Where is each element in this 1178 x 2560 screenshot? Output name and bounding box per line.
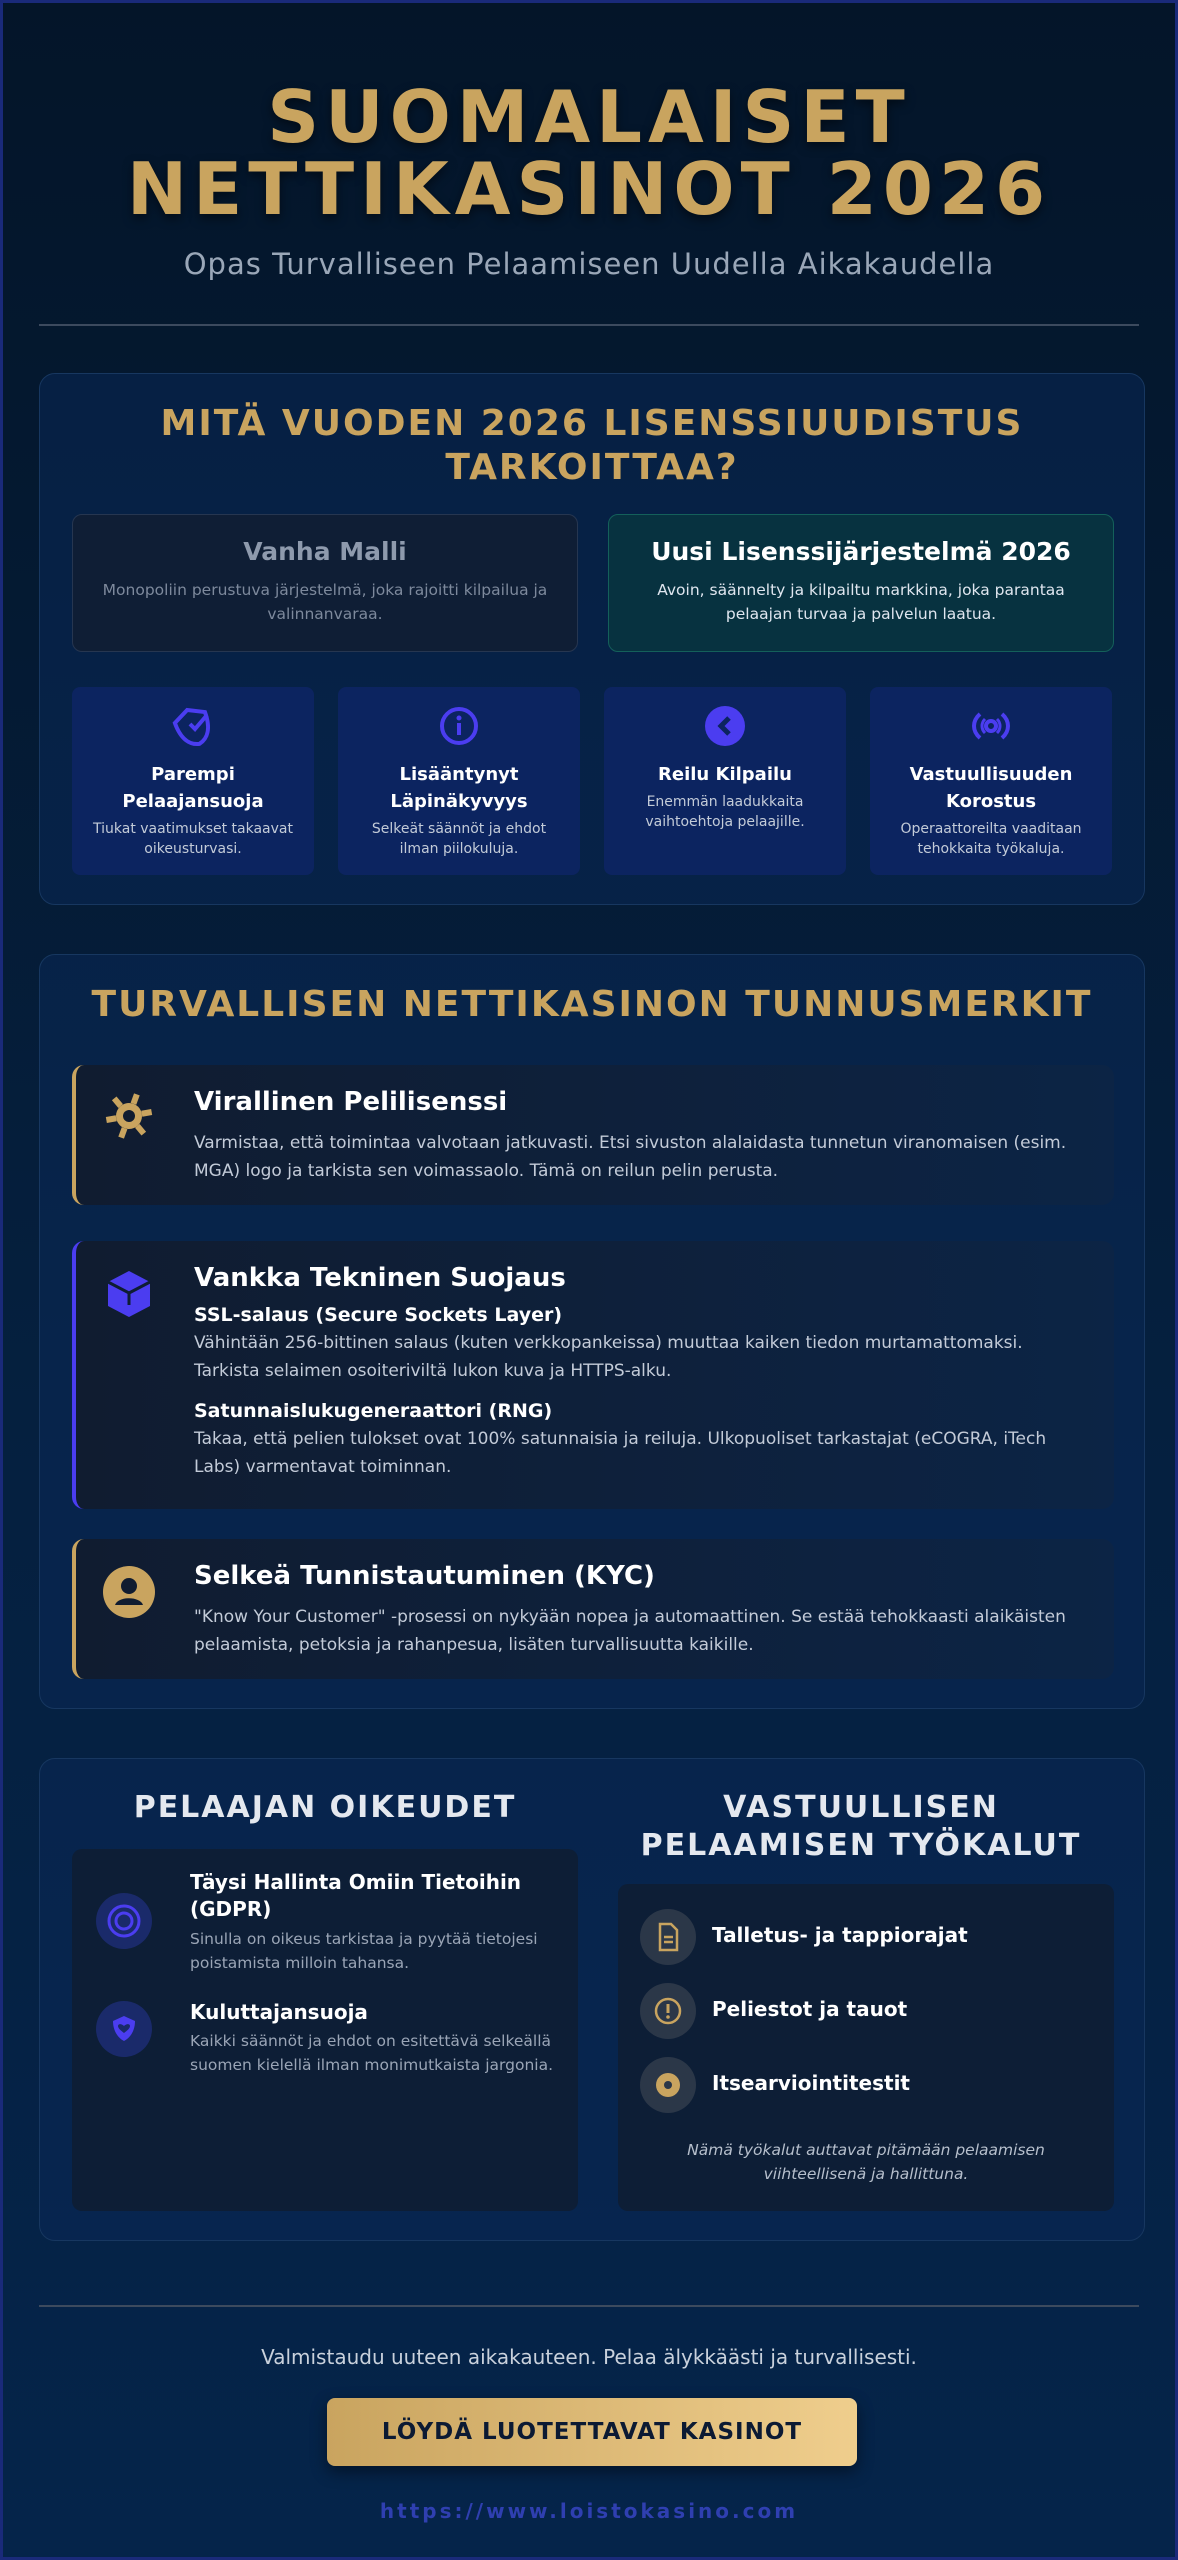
- mark-license: [72, 1065, 1114, 1205]
- tools-note: Nämä työkalut auttavat pitämään pelaamisen viihteellisenä ja hallittuna.: [687, 2141, 1045, 2183]
- tool-label: Itsearviointitestit: [712, 2071, 910, 2095]
- feature-card-fair-competition: [604, 687, 846, 875]
- right-item-consumer: [96, 1989, 558, 2109]
- tools-title-line-2: PELAAMISEN TYÖKALUT: [640, 1828, 1082, 1863]
- tools-box: [618, 1884, 1114, 2211]
- sun-badge-icon: [102, 1089, 156, 1143]
- reform-title: [40, 402, 1144, 490]
- mark-kyc-text: "Know Your Customer" -prosessi on nykyään nopea ja automaattinen. Se estää tehokkaasti alaikäisten pelaamista, petoksia ja rahanpesua, lisäten turvallisuutta kaikille.: [194, 1607, 1066, 1655]
- mark-license-title: Virallinen Pelilisenssi: [194, 1087, 508, 1117]
- rights-box: [72, 1849, 578, 2211]
- license-reform-section: [39, 373, 1145, 905]
- right-item-title: Täysi Hallinta Omiin Tietoihin (GDPR): [190, 1870, 522, 1921]
- right-item-text: Kaikki säännöt ja ehdot on esitettävä selkeällä suomen kielellä ilman monimutkaista jargonia.: [190, 2032, 554, 2074]
- page-title-line-1: SUOMALAISET: [267, 75, 911, 159]
- feature-text: Tiukat vaatimukset takaavat oikeusturvasi.: [93, 821, 293, 857]
- feature-text: Selkeät säännöt ja ehdot ilman piilokuluja.: [371, 821, 547, 857]
- mark-security-title: Vankka Tekninen Suojaus: [194, 1263, 566, 1293]
- find-casinos-button[interactable]: LÖYDÄ LUOTETTAVAT KASINOT: [327, 2398, 857, 2466]
- right-item-title: Kuluttajansuoja: [190, 2000, 368, 2024]
- old-model-card: [72, 514, 578, 652]
- mark-kyc-body: [194, 1559, 1084, 1659]
- rights-tools-section: [39, 1758, 1145, 2241]
- page-header: [3, 3, 1175, 281]
- user-circle-icon: [102, 1565, 156, 1619]
- reform-title-line-1: MITÄ VUODEN 2026 LISENSSIUUDISTUS: [160, 403, 1024, 444]
- feature-card-responsibility: [870, 687, 1112, 875]
- coin-icon: [640, 2057, 696, 2113]
- broadcast-icon: [968, 703, 1014, 749]
- header-divider: [39, 324, 1139, 326]
- feature-title: Parempi Pelaajansuoja: [122, 764, 264, 812]
- marks-title: TURVALLISEN NETTIKASINON TUNNUSMERKIT: [91, 984, 1093, 1025]
- safety-marks-section: [39, 954, 1145, 1709]
- mark-security-body: [194, 1261, 1084, 1481]
- feature-card-player-protection: [72, 687, 314, 875]
- footer-tagline: Valmistaudu uuteen aikakauteen. Pelaa älykkäästi ja turvallisesti.: [261, 2345, 917, 2369]
- tool-label: Peliestot ja tauot: [712, 1997, 908, 2021]
- shield-heart-icon: [96, 2001, 152, 2057]
- mark-kyc-title: Selkeä Tunnistautuminen (KYC): [194, 1561, 655, 1591]
- info-icon: [436, 703, 482, 749]
- rights-title: PELAAJAN OIKEUDET: [133, 1790, 517, 1825]
- alert-icon: [640, 1983, 696, 2039]
- mark-security: [72, 1241, 1114, 1509]
- tool-label: Talletus- ja tappiorajat: [712, 1923, 968, 1947]
- feature-card-transparency: [338, 687, 580, 875]
- chevron-left-icon: [702, 703, 748, 749]
- feature-text: Enemmän laadukkaita vaihtoehtoja pelaajille.: [645, 794, 805, 830]
- mark-license-text: Varmistaa, että toimintaa valvotaan jatkuvasti. Etsi sivuston alalaidasta tunnetun viranomaisen (esim. MGA) logo ja tarkista sen voimassaolo. Tämä on reilun pelin perusta.: [194, 1133, 1067, 1181]
- target-icon: [96, 1893, 152, 1949]
- right-item-text: Sinulla on oikeus tarkistaa ja pyytää tietojesi poistamista milloin tahansa.: [190, 1930, 538, 1972]
- feature-title: Vastuullisuuden Korostus: [909, 764, 1073, 812]
- feature-title: Lisääntynyt Läpinäkyvyys: [390, 764, 528, 812]
- page-title-line-2: NETTIKASINOT 2026: [126, 147, 1052, 231]
- tools-title: [608, 1789, 1114, 1865]
- mark-license-body: [194, 1085, 1084, 1185]
- feature-title: Reilu Kilpailu: [658, 764, 792, 785]
- footer-url-link[interactable]: https://www.loistokasino.com: [379, 2499, 799, 2523]
- tools-title-line-1: VASTUULLISEN: [723, 1790, 999, 1825]
- footer-divider: [39, 2305, 1139, 2307]
- shield-check-icon: [170, 703, 216, 749]
- old-model-title: Vanha Malli: [243, 537, 407, 566]
- old-model-text: Monopoliin perustuva järjestelmä, joka rajoitti kilpailua ja valinnanvaraa.: [102, 581, 548, 623]
- cube-icon: [102, 1267, 156, 1321]
- feature-text: Operaattoreilta vaaditaan tehokkaita työkaluja.: [900, 821, 1082, 857]
- new-model-title: Uusi Lisenssijärjestelmä 2026: [651, 537, 1071, 566]
- right-item-gdpr: [96, 1849, 558, 1999]
- new-model-card: [608, 514, 1114, 652]
- mark-kyc: [72, 1539, 1114, 1679]
- page-title: [3, 75, 1175, 231]
- page-subtitle: Opas Turvalliseen Pelaamiseen Uudella Aikakaudella: [183, 247, 995, 281]
- reform-title-line-2: TARKOITTAA?: [445, 447, 739, 488]
- new-model-text: Avoin, säännelty ja kilpailtu markkina, joka parantaa pelaajan turvaa ja palvelun laatua.: [657, 581, 1065, 623]
- ssl-title: SSL-salaus (Secure Sockets Layer): [194, 1304, 563, 1326]
- rng-title: Satunnaislukugeneraattori (RNG): [194, 1400, 553, 1422]
- rng-text: Takaa, että pelien tulokset ovat 100% satunnaisia ja reiluja. Ulkopuoliset tarkastajat (eCOGRA, iTech Labs) varmentavat toiminnan.: [194, 1429, 1047, 1477]
- ssl-text: Vähintään 256-bittinen salaus (kuten verkkopankeissa) muuttaa kaiken tiedon murtamattomaksi. Tarkista selaimen osoiteriviltä lukon kuva ja HTTPS-alku.: [194, 1333, 1023, 1381]
- document-icon: [640, 1909, 696, 1965]
